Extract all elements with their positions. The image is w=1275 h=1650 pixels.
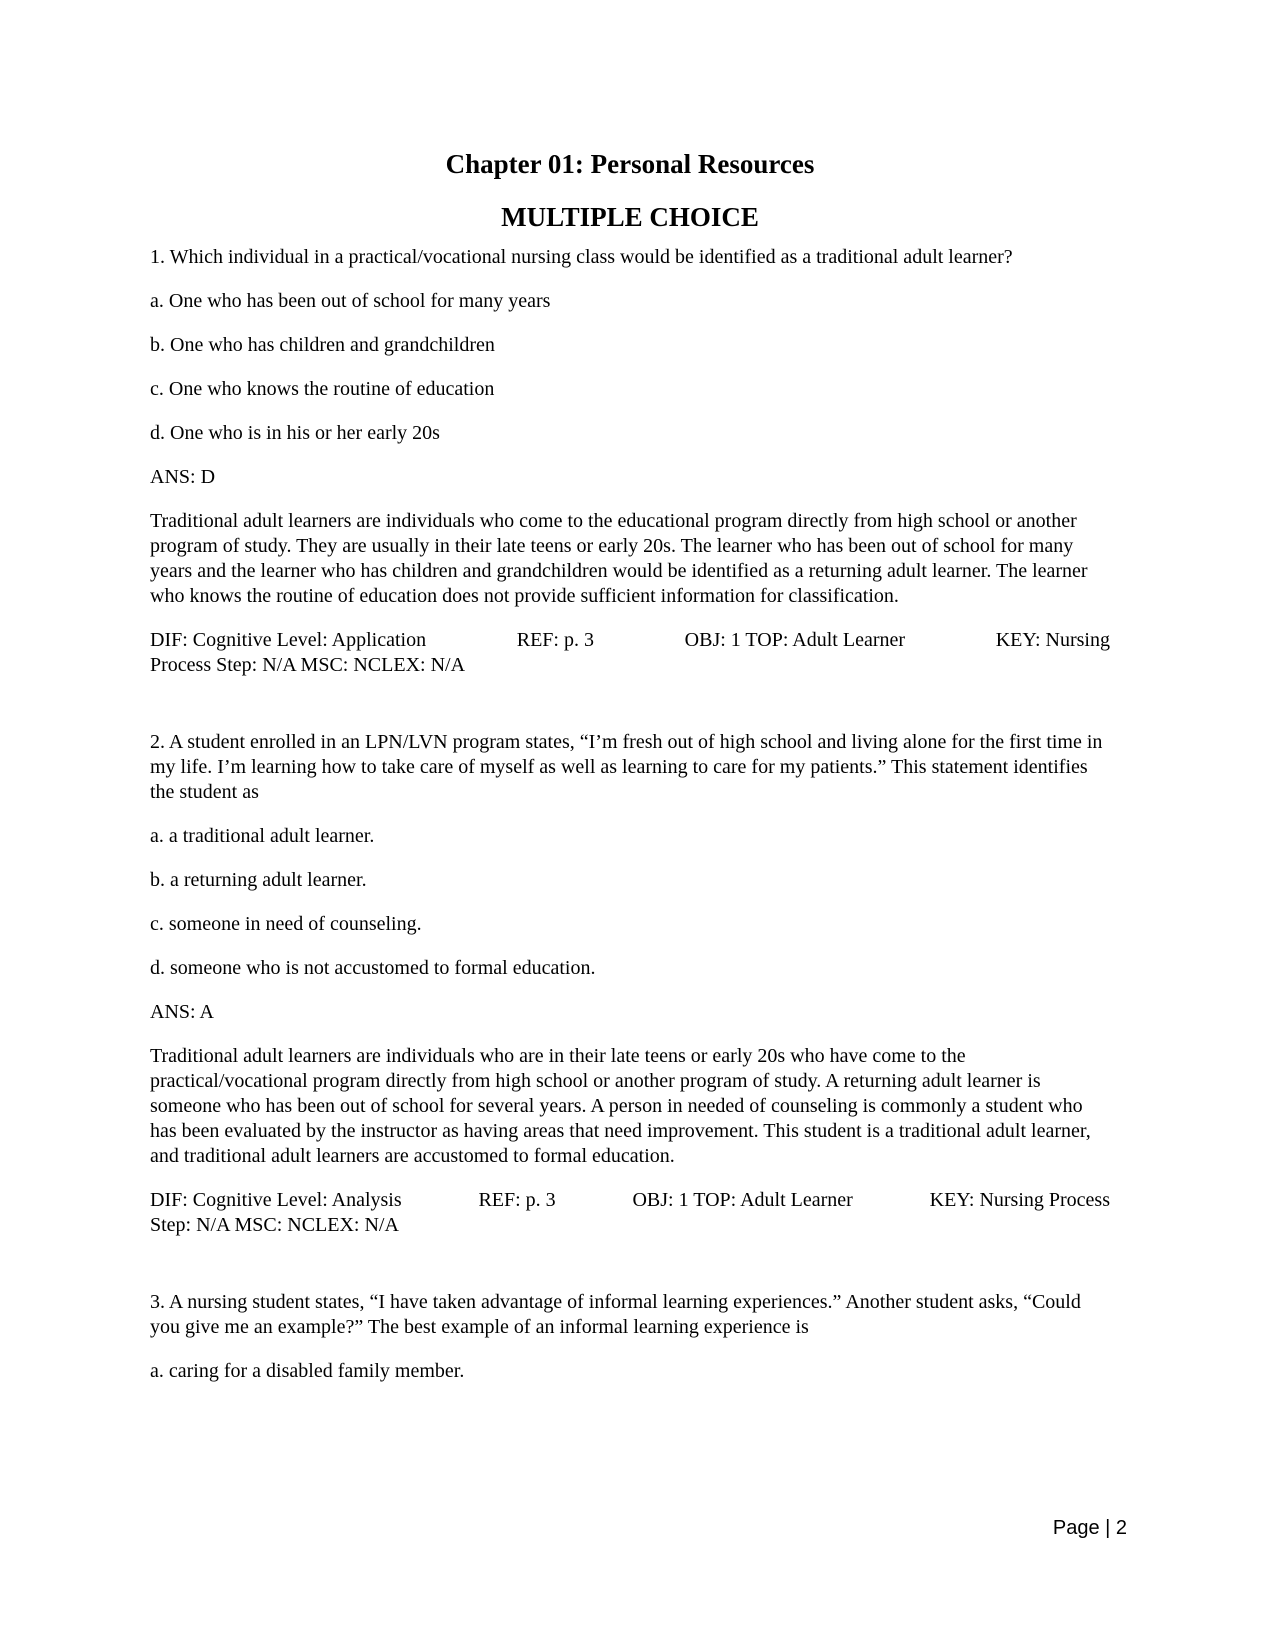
question-stem: 1. Which individual in a practical/vocational nursing class would be identified as a traditional adult learner?	[150, 246, 1013, 268]
metadata-row	[150, 628, 1110, 653]
chapter-title: Chapter 01: Personal Resources	[445, 149, 815, 179]
page-number: Page | 2	[1052, 1517, 1127, 1539]
metadata-reference: REF: p. 3	[516, 629, 594, 651]
metadata-continuation: Process Step: N/A MSC: NCLEX: N/A	[150, 654, 466, 676]
metadata-row	[150, 1188, 1110, 1213]
answer-key: ANS: A	[150, 1001, 214, 1023]
metadata-objective-topic: OBJ: 1 TOP: Adult Learner	[632, 1189, 853, 1211]
metadata-objective-topic: OBJ: 1 TOP: Adult Learner	[684, 629, 906, 651]
page-content	[150, 140, 1110, 1403]
answer-option: b. One who has children and grandchildren	[150, 334, 495, 356]
answer-option: d. someone who is not accustomed to formal education.	[150, 957, 596, 979]
answer-key: ANS: D	[150, 466, 216, 488]
metadata-reference: REF: p. 3	[478, 1189, 556, 1211]
question-metadata	[150, 1188, 1110, 1238]
question-1	[150, 245, 1110, 678]
answer-option: a. One who has been out of school for many years	[150, 290, 551, 312]
metadata-continuation: Step: N/A MSC: NCLEX: N/A	[150, 1214, 399, 1236]
metadata-key: KEY: Nursing Process	[929, 1189, 1110, 1211]
rationale: Traditional adult learners are individuals who are in their late teens or early 20s who have come to the practical/vocational program directly from high school or another program of study. A returning adult learner is someone who has been out of school for several years. A person in needed of counseling is commonly a student who has been evaluated by the instructor as having areas that need improvement. This student is a traditional adult learner, and traditional adult learners are accustomed to formal education.	[150, 1045, 1091, 1167]
question-2	[150, 730, 1110, 1238]
rationale: Traditional adult learners are individuals who come to the educational program directly from high school or another program of study. They are usually in their late teens or early 20s. The learner who has been out of school for many years and the learner who has children and grandchildren would be identified as a returning adult learner. The learner who knows the routine of education does not provide sufficient information for classification.	[150, 510, 1088, 607]
answer-option: a. a traditional adult learner.	[150, 825, 375, 847]
metadata-difficulty: DIF: Cognitive Level: Analysis	[150, 1189, 402, 1211]
question-3	[150, 1290, 1110, 1384]
answer-option: c. One who knows the routine of education	[150, 378, 495, 400]
question-metadata	[150, 628, 1110, 678]
question-stem: 3. A nursing student states, “I have taken advantage of informal learning experiences.” Another student asks, “Could you give me an example?” The best example of an informal learning experience is	[150, 1291, 1081, 1338]
section-title: MULTIPLE CHOICE	[501, 202, 759, 232]
answer-option: d. One who is in his or her early 20s	[150, 422, 440, 444]
metadata-difficulty: DIF: Cognitive Level: Application	[150, 629, 427, 651]
answer-option: a. caring for a disabled family member.	[150, 1360, 465, 1382]
answer-option: b. a returning adult learner.	[150, 869, 367, 891]
metadata-key: KEY: Nursing	[995, 629, 1110, 651]
question-stem: 2. A student enrolled in an LPN/LVN program states, “I’m fresh out of high school and living alone for the first time in my life. I’m learning how to take care of myself as well as learning to care for my patients.” This statement identifies the student as	[150, 731, 1103, 803]
answer-option: c. someone in need of counseling.	[150, 913, 422, 935]
